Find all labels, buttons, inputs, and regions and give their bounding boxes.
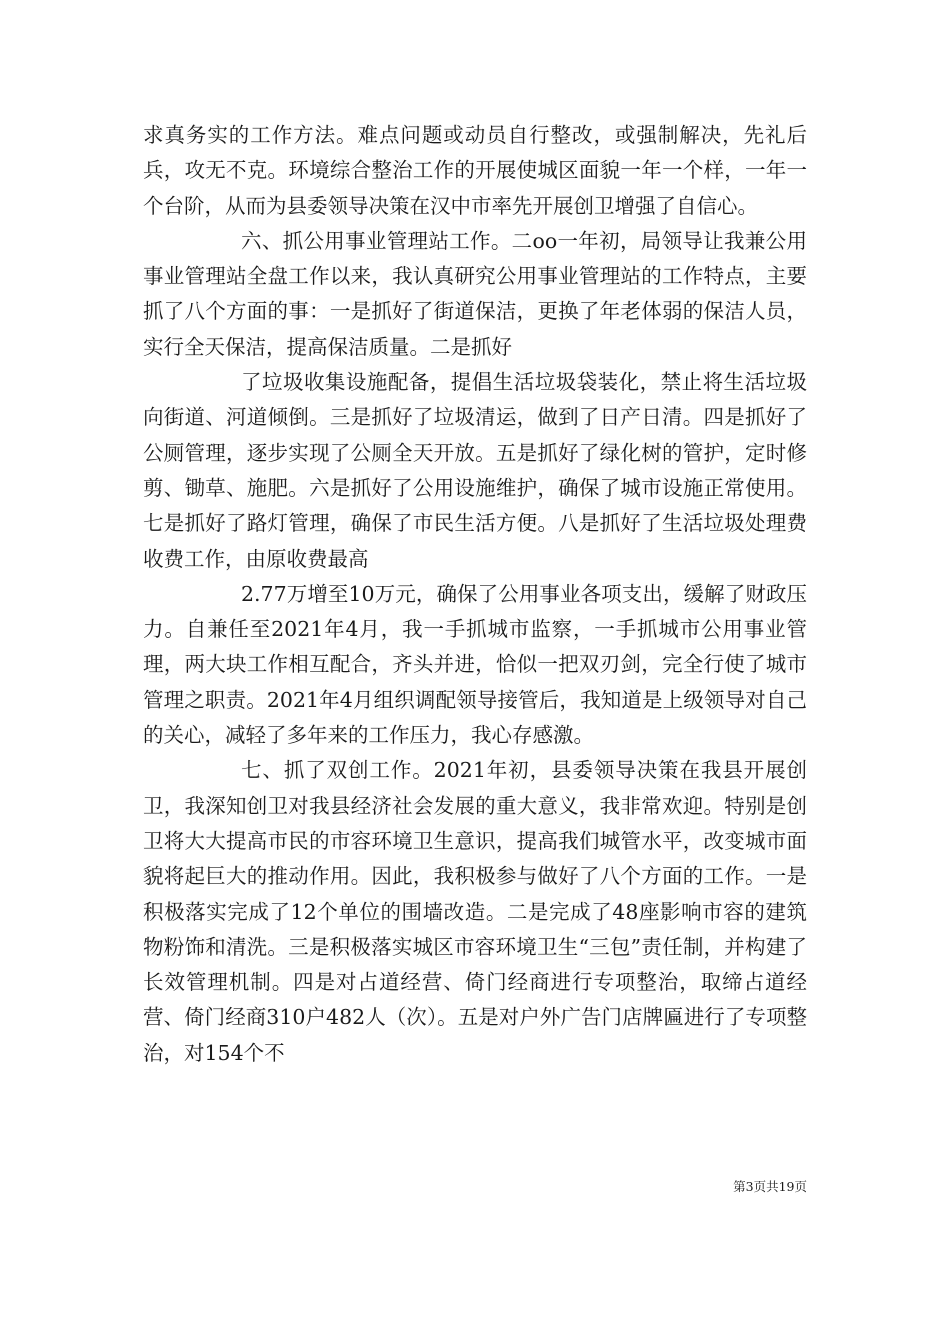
- paragraph-5: 七、抓了双创工作。2021年初，县委领导决策在我县开展创卫，我深知创卫对我县经济社会发展的重大意义，我非常欢迎。特别是创卫将大大提高市民的市容环境卫生意识，提高我们城管水平，改变城市面貌将起巨大的推动作用。因此，我积极参与做好了八个方面的工作。一是积极落实完成了12个单位的围墙改造。二是完成了48座影响市容的建筑物粉饰和清洗。三是积极落实城区市容环境卫生“三包”责任制，并构建了长效管理机制。四是对占道经营、倚门经商进行专项整治，取缔占道经营、倚门经商310户482人（次）。五是对户外广告门店牌匾进行了专项整治，对154个不: [143, 758, 807, 1065]
- paragraph-3: 了垃圾收集设施配备，提倡生活垃圾袋装化，禁止将生活垃圾向街道、河道倾倒。三是抓好了垃圾清运，做到了日产日清。四是抓好了公厕管理，逐步实现了公厕全天开放。五是抓好了绿化树的管护，定时修剪、锄草、施肥。六是抓好了公用设施维护，确保了城市设施正常使用。七是抓好了路灯管理，确保了市民生活方便。八是抓好了生活垃圾处理费收费工作，由原收费最高: [143, 370, 807, 571]
- document-body: [143, 118, 807, 1071]
- paragraph-1: 求真务实的工作方法。难点问题或动员自行整改，或强制解决，先礼后兵，攻无不克。环境综合整治工作的开展使城区面貌一年一个样，一年一个台阶，从而为县委领导决策在汉中市率先开展创卫增强了自信心。: [143, 123, 807, 218]
- page-number-footer: 第3页共19页: [733, 1179, 807, 1194]
- paragraph-4: 2.77万增至10万元，确保了公用事业各项支出，缓解了财政压力。自兼任至2021年4月，我一手抓城市监察，一手抓城市公用事业管理，两大块工作相互配合，齐头并进，恰似一把双刃剑，完全行使了城市管理之职责。2021年4月组织调配领导接管后，我知道是上级领导对自己的关心，减轻了多年来的工作压力，我心存感激。: [143, 581, 807, 748]
- paragraph-2: 六、抓公用事业管理站工作。二oo一年初，局领导让我兼公用事业管理站全盘工作以来，我认真研究公用事业管理站的工作特点，主要抓了八个方面的事：一是抓好了街道保洁，更换了年老体弱的保洁人员，实行全天保洁，提高保洁质量。二是抓好: [143, 228, 807, 359]
